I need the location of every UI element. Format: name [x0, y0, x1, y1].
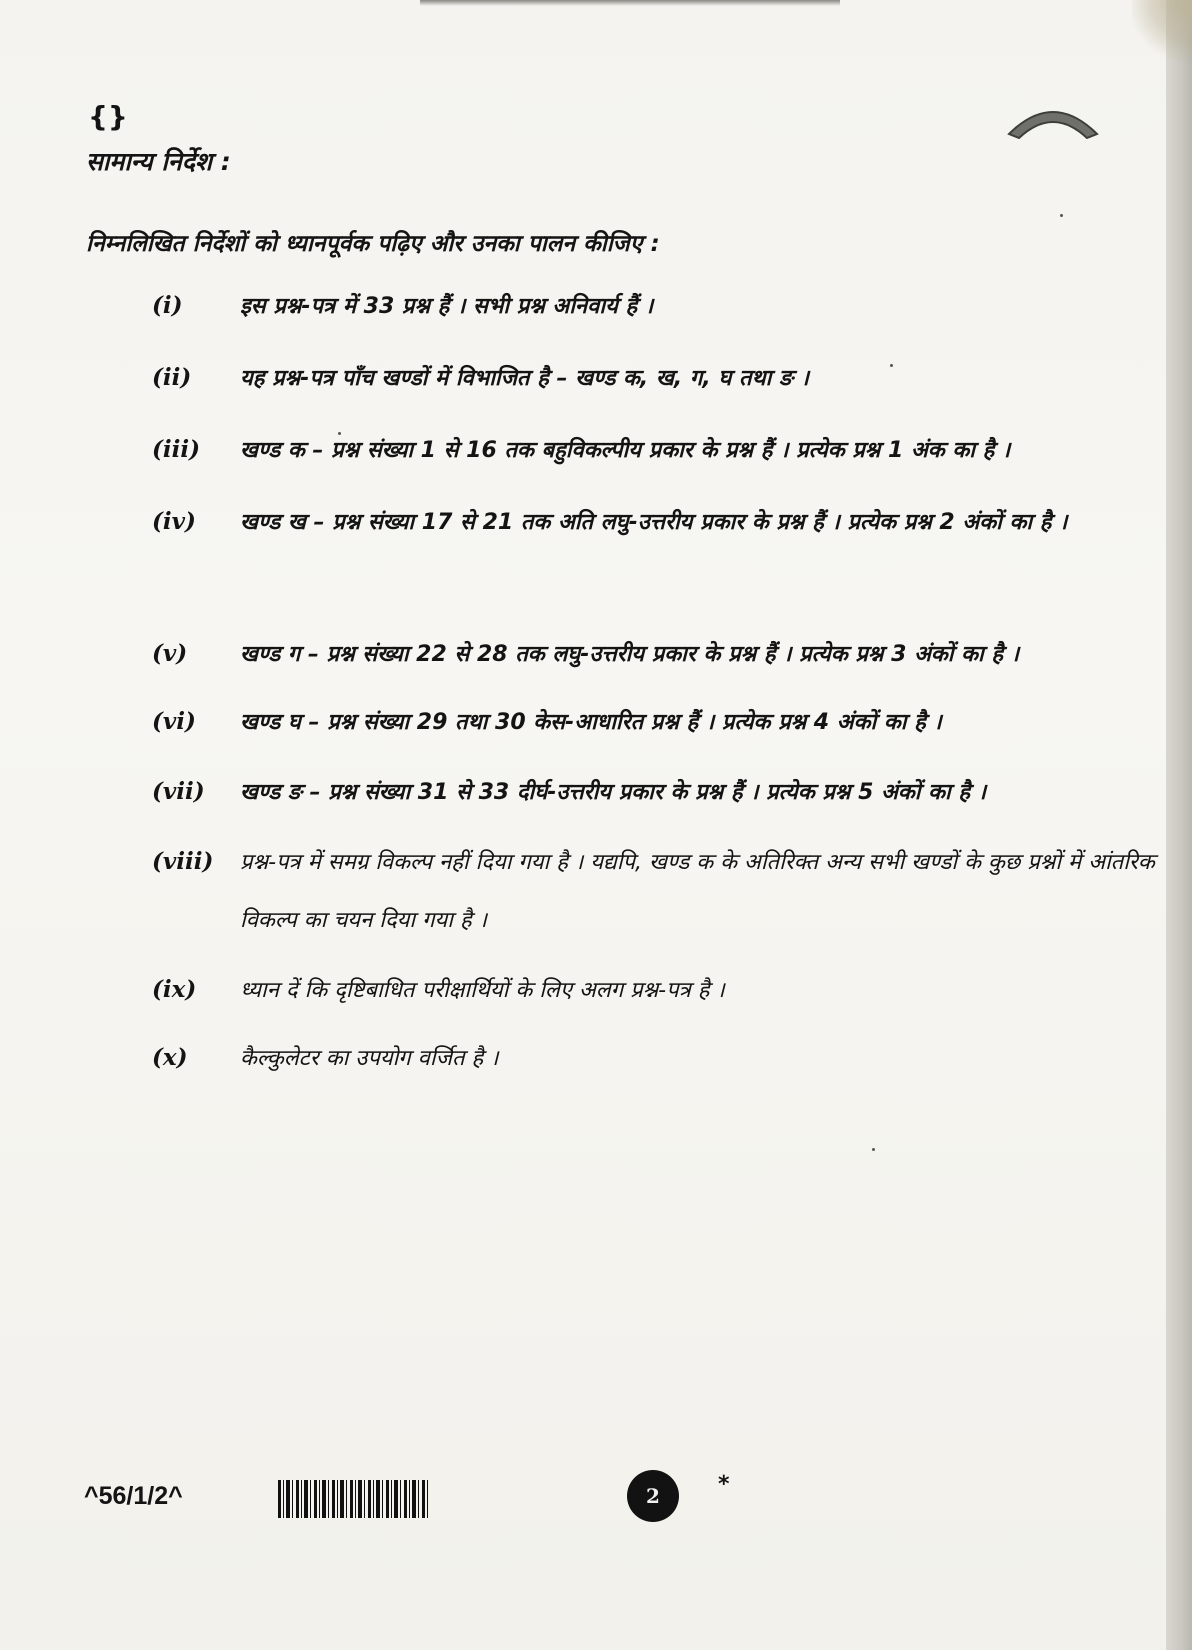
barcode [278, 1480, 430, 1518]
star-mark: * [718, 1472, 730, 1497]
instruction-text: इस प्रश्न-पत्र में 33 प्रश्न हैं । सभी प्रश्न अनिवार्य हैं । [240, 294, 654, 319]
instruction-text: ध्यान दें कि दृष्टिबाधित परीक्षार्थियों के लिए अलग प्रश्न-पत्र है । [240, 978, 725, 1003]
instruction-text: खण्ड घ – प्रश्न संख्या 29 तथा 30 केस-आधारित प्रश्न हैं । प्रत्येक प्रश्न 4 अंकों का है । [240, 710, 942, 735]
header-braces: {} [88, 100, 128, 133]
instruction-number: (v) [152, 640, 188, 667]
paper-speck [1060, 214, 1063, 217]
page-corner-stain [1132, 0, 1192, 70]
instruction-text: प्रश्न-पत्र में समग्र विकल्प नहीं दिया गया है । यद्यपि, खण्ड क के अतिरिक्त अन्य सभी खण्डों के कुछ प्रश्नों में आंतरिक विकल्प का चयन दिया गया है । [240, 850, 1155, 933]
page-heading: सामान्य निर्देश : [86, 147, 231, 176]
instructions-intro: निम्नलिखित निर्देशों को ध्यानपूर्वक पढ़िए और उनका पालन कीजिए : [86, 231, 660, 257]
instruction-text: खण्ड क – प्रश्न संख्या 1 से 16 तक बहुविकल्पीय प्रकार के प्रश्न हैं । प्रत्येक प्रश्न 1 अंक का है । [240, 438, 1011, 463]
instruction-text: कैल्कुलेटर का उपयोग वर्जित है । [240, 1046, 499, 1071]
paper-code: ^56/1/2^ [84, 1482, 183, 1510]
instruction-text: खण्ड ख – प्रश्न संख्या 17 से 21 तक अति लघु-उत्तरीय प्रकार के प्रश्न हैं । प्रत्येक प्रश्न 2 अंकों का है । [240, 510, 1068, 535]
instruction-number: (i) [152, 292, 183, 319]
instruction-number: (iii) [152, 436, 200, 463]
instruction-text: यह प्रश्न-पत्र पाँच खण्डों में विभाजित है – खण्ड क, ख, ग, घ तथा ङ । [240, 366, 809, 391]
instruction-number: (viii) [152, 848, 214, 875]
instruction-number: (ii) [152, 364, 192, 391]
page-edge [1166, 0, 1192, 1650]
instruction-number: (x) [152, 1044, 188, 1071]
paper-speck [890, 364, 893, 367]
paper-speck [338, 432, 341, 435]
page-top-shadow [420, 0, 840, 6]
printed-arc-mark [1005, 100, 1101, 142]
instruction-number: (ix) [152, 976, 197, 1003]
instruction-number: (iv) [152, 508, 196, 535]
instruction-text: खण्ड ङ – प्रश्न संख्या 31 से 33 दीर्घ-उत्तरीय प्रकार के प्रश्न हैं । प्रत्येक प्रश्न 5 अंकों का है । [240, 780, 987, 805]
paper-speck [872, 1148, 875, 1151]
instruction-text: खण्ड ग – प्रश्न संख्या 22 से 28 तक लघु-उत्तरीय प्रकार के प्रश्न हैं । प्रत्येक प्रश्न 3 अंकों का है । [240, 642, 1020, 667]
page-number-badge: 2 [627, 1470, 679, 1522]
instruction-number: (vii) [152, 778, 205, 805]
instruction-number: (vi) [152, 708, 196, 735]
